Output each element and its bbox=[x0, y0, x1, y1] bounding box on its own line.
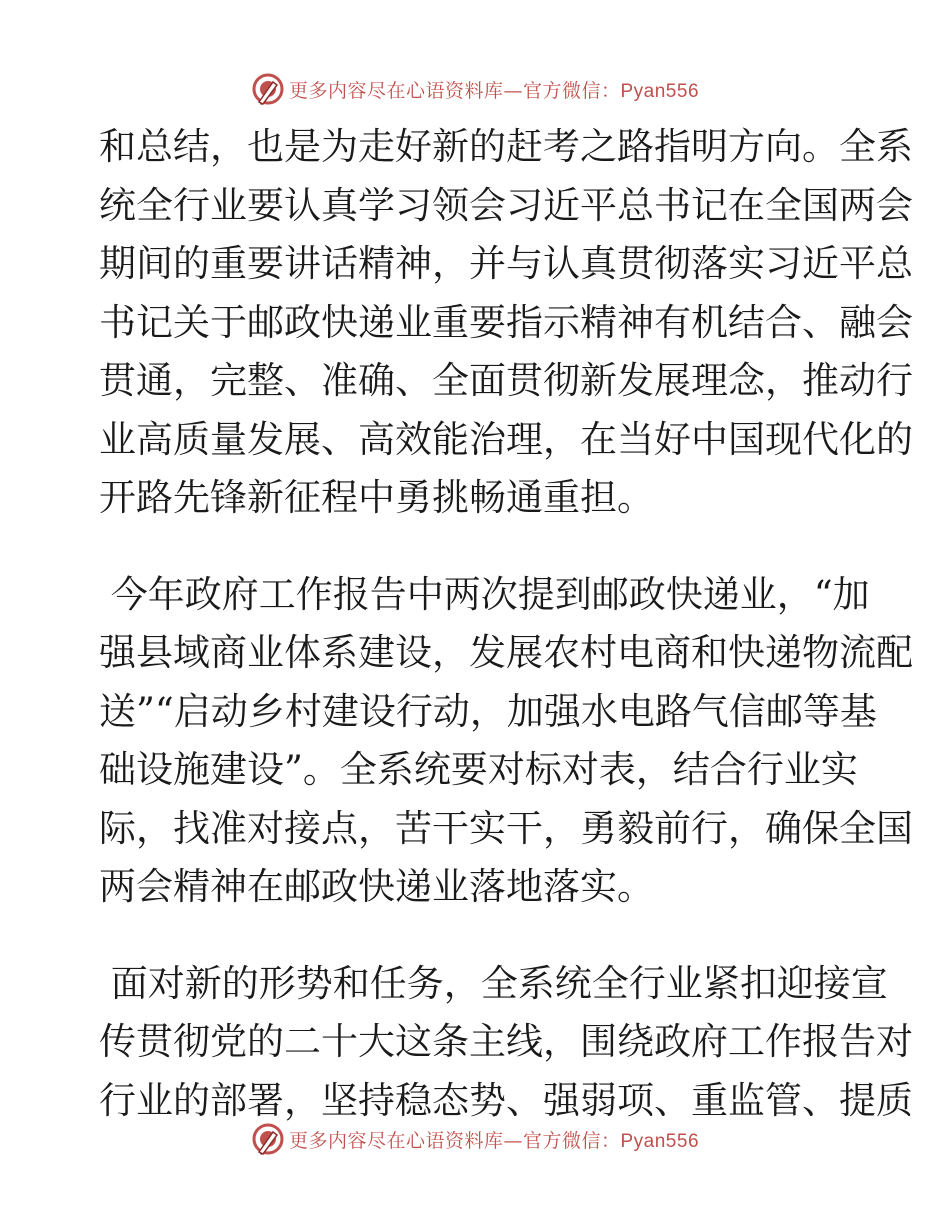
text-line: 送”“启动乡村建设行动，加强水电路气信邮等基 bbox=[99, 689, 877, 733]
footer-wechat-id: Pyan556 bbox=[620, 1130, 700, 1152]
footer-watermark-text bbox=[289, 1126, 699, 1153]
paragraph bbox=[99, 566, 913, 917]
paragraph-gap bbox=[99, 917, 859, 955]
text-line: 行业的部署，坚持稳态势、强弱项、重监管、提质 bbox=[99, 1078, 913, 1122]
text-line: 统全行业要认真学习领会习近平总书记在全国两会 bbox=[99, 183, 913, 227]
text-line: 和总结，也是为走好新的赶考之路指明方向。全系 bbox=[99, 125, 913, 168]
header-watermark bbox=[0, 72, 950, 106]
text-line: 期间的重要讲话精神，并与认真贯彻落实习近平总 bbox=[99, 242, 913, 285]
text-line: 今年政府工作报告中两次提到邮政快递业，“加 bbox=[99, 572, 870, 616]
text-line: 传贯彻党的二十大这条主线，围绕政府工作报告对 bbox=[99, 1020, 913, 1063]
text-line: 际，找准对接点，苦干实干，勇毅前行，确保全国 bbox=[99, 806, 913, 850]
text-line: 业高质量发展、高效能治理，在当好中国现代化的 bbox=[99, 417, 913, 461]
paragraph-gap bbox=[99, 528, 859, 566]
header-site-text: 更多内容尽在心语资料库—官方微信： bbox=[288, 79, 621, 102]
paragraph bbox=[99, 955, 913, 1131]
text-line: 开路先锋新征程中勇挑畅通重担。 bbox=[99, 476, 654, 519]
text-line: 强县域商业体系建设，发展农村电商和快递物流配 bbox=[99, 631, 913, 674]
text-line: 面对新的形势和任务，全系统全行业紧扣迎接宣 bbox=[99, 961, 888, 1005]
pen-logo-icon bbox=[251, 1122, 285, 1156]
text-line: 书记关于邮政快递业重要指示精神有机结合、融会 bbox=[99, 300, 913, 344]
footer-site-text: 更多内容尽在心语资料库—官方微信： bbox=[288, 1129, 621, 1152]
text-line: 两会精神在邮政快递业落地落实。 bbox=[99, 865, 654, 908]
document-body bbox=[99, 118, 913, 1130]
text-line: 贯通，完整、准确、全面贯彻新发展理念，推动行 bbox=[99, 359, 913, 402]
header-watermark-text bbox=[289, 76, 699, 103]
footer-watermark bbox=[0, 1122, 950, 1156]
pen-logo-icon bbox=[251, 72, 285, 106]
paragraph bbox=[99, 118, 913, 528]
text-line: 础设施建设”。全系统要对标对表，结合行业实 bbox=[99, 748, 858, 791]
header-wechat-id: Pyan556 bbox=[620, 80, 700, 102]
